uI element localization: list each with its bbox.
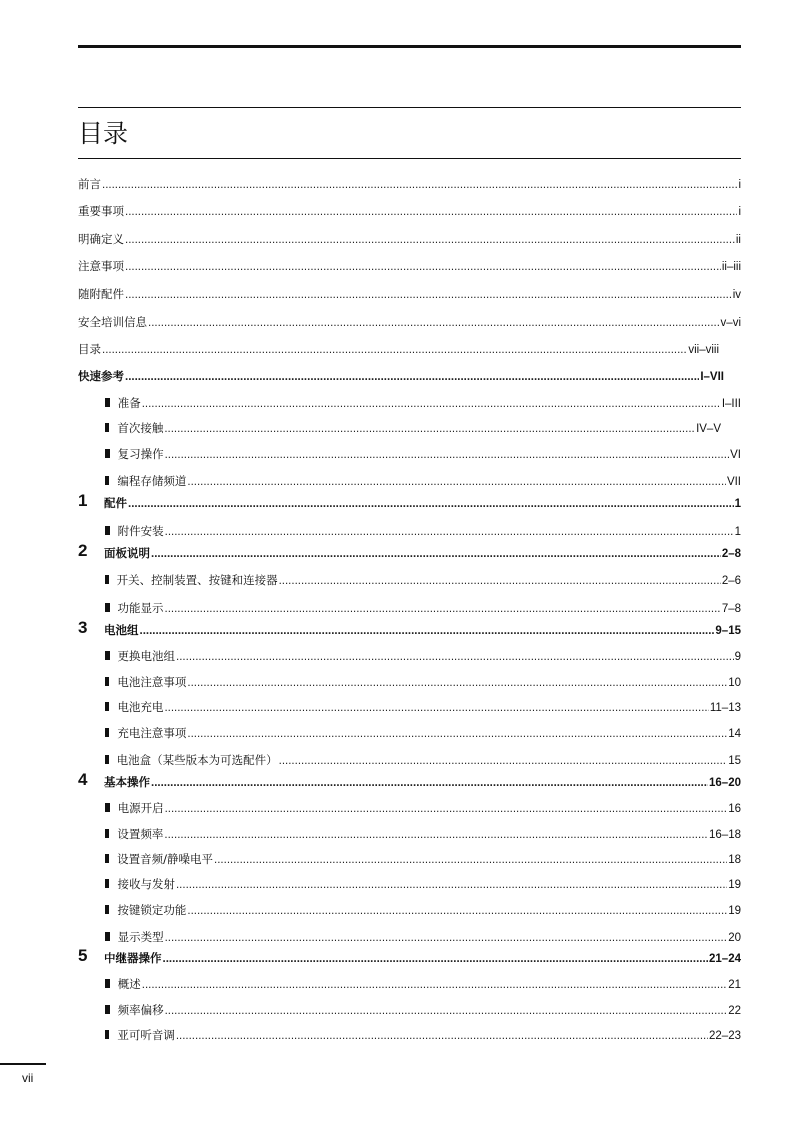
toc-entry-label: 更换电池组	[117, 649, 176, 663]
dot-leader	[176, 1028, 708, 1044]
bullet-square-icon	[105, 728, 109, 737]
bullet-square-icon	[105, 879, 109, 888]
toc-entry-label: 中继器操作	[104, 951, 162, 965]
toc-entry-page: 11–13	[709, 702, 741, 714]
bullet-square-icon	[105, 803, 110, 812]
dot-leader	[125, 287, 732, 303]
bullet-square-icon	[105, 702, 109, 711]
toc-subentry-first-contact[interactable]	[105, 420, 721, 437]
toc-entry-label: 准备	[117, 396, 141, 410]
bullet-square-icon	[105, 979, 110, 988]
toc-entry-page: 22–23	[709, 1030, 741, 1042]
toc-entry-page: 18	[728, 854, 741, 866]
chapter-number: 5	[78, 946, 88, 965]
toc-entry-page: ii	[735, 234, 741, 246]
toc-chapter-battery-pack[interactable]	[104, 622, 741, 639]
dot-leader	[279, 573, 721, 589]
toc-entry-label: 电源开启	[117, 801, 164, 815]
toc-subentry-function-display[interactable]	[105, 600, 741, 617]
dot-leader	[102, 177, 737, 193]
toc-entry-page: IV–V	[696, 423, 721, 435]
dot-leader	[125, 369, 699, 385]
bullet-square-icon	[105, 423, 109, 432]
toc-subentry-display-type[interactable]	[105, 929, 741, 946]
toc-entry-label: 接收与发射	[117, 877, 175, 891]
toc-entry-page: I–VII	[700, 371, 724, 383]
toc-entry-page: v–vi	[720, 317, 741, 329]
bullet-square-icon	[105, 854, 109, 863]
toc-subentry-battery-case[interactable]	[105, 752, 741, 769]
dot-leader	[142, 977, 727, 993]
toc-subentry-switches-controls[interactable]	[105, 572, 741, 589]
toc-entry-label: 附件安装	[117, 524, 164, 538]
bullet-square-icon	[105, 449, 110, 458]
toc-entry-safety-training[interactable]	[78, 314, 741, 331]
toc-subentry-preparation[interactable]	[105, 395, 741, 412]
bullet-square-icon	[105, 651, 110, 660]
dot-leader	[187, 474, 726, 490]
toc-entry-label: 设置频率	[117, 827, 164, 841]
toc-entry-label: 复习操作	[117, 447, 164, 461]
dot-leader	[125, 232, 735, 248]
chapter-number: 3	[78, 618, 88, 637]
toc-entry-contents[interactable]	[78, 341, 719, 358]
dot-leader	[128, 496, 734, 512]
toc-subentry-subaudible-tone[interactable]	[105, 1027, 741, 1044]
toc-entry-page: iv	[732, 289, 741, 301]
toc-entry-label: 面板说明	[104, 546, 150, 560]
dot-leader	[165, 524, 734, 540]
dot-leader	[148, 315, 720, 331]
toc-chapter-repeater-operation[interactable]	[104, 950, 741, 967]
toc-entry-page: 7–8	[721, 603, 741, 615]
bullet-square-icon	[105, 829, 109, 838]
toc-entry-label: 开关、控制装置、按键和连接器	[116, 573, 278, 587]
toc-subentry-frequency-offset[interactable]	[105, 1002, 741, 1019]
toc-entry-label: 重要事项	[78, 204, 124, 218]
toc-entry-label: 随附配件	[78, 287, 124, 301]
dot-leader	[125, 204, 737, 220]
dot-leader	[176, 877, 727, 893]
dot-leader	[165, 601, 721, 617]
dot-leader	[187, 675, 727, 691]
dot-leader	[140, 623, 715, 639]
bullet-square-icon	[105, 526, 110, 535]
toc-entry-label: 明确定义	[78, 232, 124, 246]
dot-leader	[151, 546, 721, 562]
toc-entry-label: 首次接触	[117, 421, 164, 435]
dot-leader	[214, 852, 727, 868]
dot-leader	[187, 903, 727, 919]
toc-subentry-attach-accessories[interactable]	[105, 523, 741, 540]
toc-entry-page: 1	[734, 498, 741, 510]
bullet-square-icon	[105, 677, 109, 686]
chapter-number: 2	[78, 541, 88, 560]
toc-chapter-panel-description[interactable]	[104, 545, 741, 562]
toc-entry-page: 14	[728, 728, 741, 740]
dot-leader	[164, 421, 695, 437]
toc-entry-label: 目录	[78, 342, 101, 356]
dot-leader	[151, 775, 708, 791]
toc-subentry-overview[interactable]	[105, 976, 741, 993]
toc-entry-page: I–III	[721, 398, 741, 410]
toc-entry-page: i	[738, 206, 741, 218]
toc-entry-page: 15	[728, 755, 741, 767]
toc-entry-page: 10	[728, 677, 741, 689]
toc-entry-preface[interactable]	[78, 176, 741, 193]
bullet-square-icon	[105, 1030, 109, 1039]
toc-entry-page: 22	[728, 1005, 741, 1017]
toc-entry-page: 20	[728, 932, 741, 944]
toc-subentry-review-operation[interactable]	[105, 446, 741, 463]
toc-entry-page: 21	[728, 979, 741, 991]
toc-subentry-audio-squelch[interactable]	[105, 851, 741, 868]
toc-subentry-replace-battery[interactable]	[105, 648, 741, 665]
toc-entry-label: 显示类型	[117, 930, 164, 944]
toc-entry-label: 电池组	[104, 623, 139, 637]
dot-leader	[165, 930, 728, 946]
toc-entry-label: 电池盒（某些版本为可选配件）	[116, 753, 278, 767]
folio-rule	[0, 1063, 46, 1065]
toc-entry-page: 16–20	[709, 777, 741, 789]
dot-leader	[164, 700, 708, 716]
chapter-number: 4	[78, 770, 88, 789]
dot-leader	[142, 396, 721, 412]
toc-entry-label: 快速参考	[78, 369, 124, 383]
toc-entry-important[interactable]	[78, 203, 741, 220]
toc-entry-quick-reference[interactable]	[78, 368, 724, 385]
toc-chapter-accessories[interactable]	[104, 495, 741, 512]
toc-entry-label: 注意事项	[78, 259, 124, 273]
toc-entry-label: 电池注意事项	[117, 675, 187, 689]
toc-entry-label: 概述	[117, 977, 141, 991]
dot-leader	[125, 259, 721, 275]
toc-entry-page: 16–18	[709, 829, 741, 841]
page-number: vii	[22, 1071, 34, 1085]
toc-entry-page: 9–15	[715, 625, 741, 637]
dot-leader	[187, 726, 727, 742]
dot-leader	[163, 951, 709, 967]
toc-entry-label: 设置音频/静噪电平	[117, 852, 214, 866]
toc-entry-label: 充电注意事项	[117, 726, 187, 740]
bullet-square-icon	[105, 1005, 110, 1014]
bullet-square-icon	[105, 476, 109, 485]
toc-subentry-power-on[interactable]	[105, 800, 741, 817]
toc-entry-page: 21–24	[709, 953, 741, 965]
toc-entry-page: vii–viii	[688, 344, 719, 356]
dot-leader	[165, 1003, 728, 1019]
toc-entry-label: 功能显示	[117, 601, 164, 615]
bullet-square-icon	[105, 398, 110, 407]
toc-entry-label: 亚可听音调	[117, 1028, 175, 1042]
toc-subentry-charging-cautions[interactable]	[105, 725, 741, 742]
toc-entry-label: 基本操作	[104, 775, 150, 789]
toc-entry-page: 19	[728, 905, 741, 917]
toc-subentry-memory-channels[interactable]	[105, 473, 741, 490]
toc-entry-label: 频率偏移	[117, 1003, 164, 1017]
toc-entry-label: 安全培训信息	[78, 315, 147, 329]
toc-entry-page: 9	[734, 651, 741, 663]
dot-leader	[164, 827, 708, 843]
toc-entry-label: 配件	[104, 496, 127, 510]
bullet-square-icon	[105, 575, 109, 584]
bullet-square-icon	[105, 932, 110, 941]
toc-subentry-battery-cautions[interactable]	[105, 674, 741, 691]
page-title: 目录	[78, 119, 129, 148]
toc-entry-page: 16	[728, 803, 741, 815]
chapter-number: 1	[78, 491, 88, 510]
toc-subentry-receive-transmit[interactable]	[105, 876, 741, 893]
toc-chapter-basic-operation[interactable]	[104, 774, 741, 791]
toc-subentry-battery-charging[interactable]	[105, 699, 741, 716]
dot-leader	[279, 753, 728, 769]
toc-entry-label: 前言	[78, 177, 101, 191]
toc-entry-supplied-accessories[interactable]	[78, 286, 741, 303]
dot-leader	[176, 649, 734, 665]
toc-entry-page: 1	[734, 526, 741, 538]
bullet-square-icon	[105, 603, 110, 612]
dot-leader	[102, 342, 687, 358]
toc-entry-page: VII	[726, 476, 741, 488]
toc-entry-label: 电池充电	[117, 700, 164, 714]
toc-entry-precautions[interactable]	[78, 258, 741, 275]
toc-entry-page: ii–iii	[721, 261, 741, 273]
toc-entry-page: 19	[728, 879, 741, 891]
toc-entry-page: i	[738, 179, 741, 191]
bullet-square-icon	[105, 755, 109, 764]
toc-entry-label: 编程存储频道	[117, 474, 187, 488]
toc-entry-label: 按键锁定功能	[117, 903, 187, 917]
toc-subentry-set-frequency[interactable]	[105, 826, 741, 843]
toc-entry-page: VI	[730, 449, 741, 461]
toc-entry-page: 2–6	[721, 575, 741, 587]
dot-leader	[165, 447, 730, 463]
bullet-square-icon	[105, 905, 109, 914]
toc-entry-page: 2–8	[721, 548, 741, 560]
dot-leader	[165, 801, 728, 817]
toc-entry-definitions[interactable]	[78, 231, 741, 248]
toc-subentry-key-lock[interactable]	[105, 902, 741, 919]
